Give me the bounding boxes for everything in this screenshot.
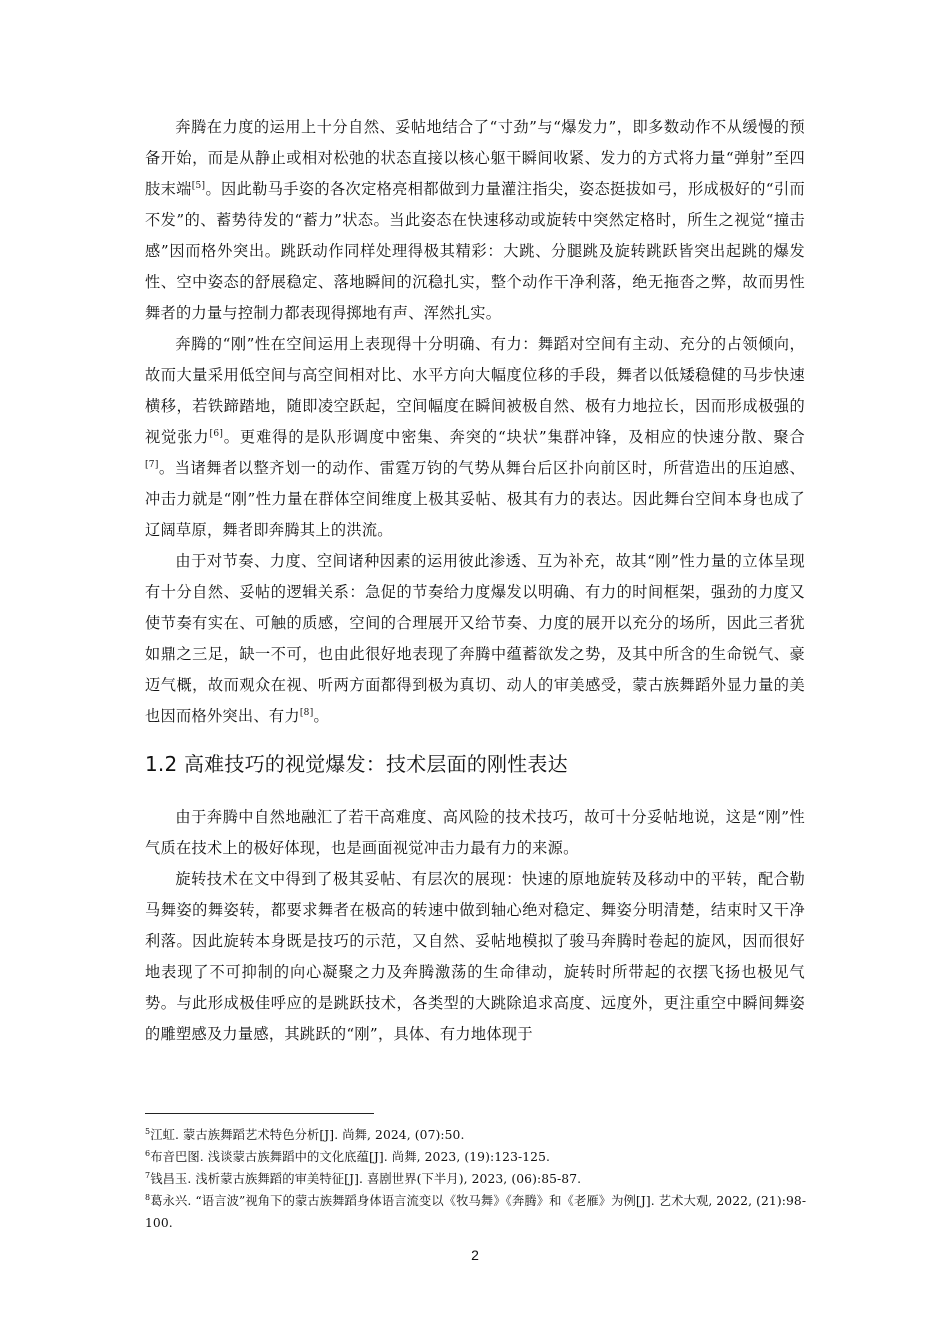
paragraph-text: 由于奔腾中自然地融汇了若干高难度、高风险的技术技巧，故可十分妥帖地说，这是“刚”性气质在技术上的极好体现，也是画面视觉冲击力最有力的来源。	[145, 808, 806, 857]
footnote-7	[145, 1168, 810, 1190]
footnote-5	[145, 1124, 810, 1146]
footnote-separator	[145, 1113, 374, 1114]
footnote-text: 江虹. 蒙古族舞蹈艺术特色分析[J]. 尚舞, 2024, (07):50.	[150, 1128, 465, 1142]
body-paragraph-2	[145, 329, 805, 546]
footnote-8	[145, 1190, 810, 1234]
paragraph-text: 。当诸舞者以整齐划一的动作、雷霆万钧的气势从舞台后区扑向前区时，所营造出的压迫感、冲击力就是“刚”性力量在群体空间维度上极其妥帖、极其有力的表达。因此舞台空间本身也成了辽阔草原，舞者即奔腾其上的洪流。	[145, 459, 805, 539]
page-number: 2	[471, 1247, 479, 1263]
paragraph-text: 奔腾在力度的运用上十分自然、妥帖地结合了“寸劲”与“爆发力”，即多数动作不从缓慢的预备开始，而是从静止或相对松弛的状态直接以核心躯干瞬间收紧、发力的方式将力量“弹射”至四肢末端	[145, 118, 805, 198]
footnote-mark: 8	[145, 1192, 151, 1202]
footnote-text: 布音巴图. 浅谈蒙古族舞蹈中的文化底蕴[J]. 尚舞, 2023, (19):123-125.	[150, 1150, 551, 1164]
citation-mark-7: [7]	[145, 459, 159, 470]
footnotes	[145, 1124, 810, 1234]
body-paragraph-1	[145, 112, 805, 329]
paragraph-text: 。	[313, 707, 330, 725]
section-heading: 1.2 高难技巧的视觉爆发：技术层面的刚性表达	[145, 752, 568, 776]
paragraph-text: 旋转技术在文中得到了极其妥帖、有层次的展现：快速的原地旋转及移动中的平转，配合勒马舞姿的舞姿转，都要求舞者在极高的转速中做到轴心绝对稳定、舞姿分明清楚，结束时又干净利落。因此旋转本身既是技巧的示范，又自然、妥帖地模拟了骏马奔腾时卷起的旋风，因而很好地表现了不可抑制的向心凝聚之力及奔腾激荡的生命律动，旋转时所带起的衣摆飞扬也极见气势。与此形成极佳呼应的是跳跃技术，各类型的大跳除追求高度、远度外，更注重空中瞬间舞姿的雕塑感及力量感，其跳跃的“刚”，具体、有力地体现于	[145, 870, 805, 1043]
body-paragraph-5	[145, 864, 805, 1050]
footnote-text: 钱昌玉. 浅析蒙古族舞蹈的审美特征[J]. 喜剧世界(下半月), 2023, (06):85-87.	[150, 1172, 582, 1186]
paragraph-text: 。更难得的是队形调度中密集、奔突的“块状”集群冲锋，及相应的快速分散、聚合	[223, 428, 805, 446]
citation-mark-5: [5]	[191, 180, 206, 191]
footnote-text: 葛永兴. “语言波”视角下的蒙古族舞蹈身体语言流变以《牧马舞》《奔腾》和《老雁》为例[J]. 艺术大观, 2022, (21):98-100.	[145, 1194, 807, 1230]
footnote-mark: 5	[145, 1126, 151, 1136]
paragraph-text: 奔腾的“刚”性在空间运用上表现得十分明确、有力：舞蹈对空间有主动、充分的占领倾向，故而大量采用低空间与高空间相对比、水平方向大幅度位移的手段，舞者以低矮稳健的马步快速横移，若铁蹄踏地，随即凌空跃起，空间幅度在瞬间被极自然、极有力地拉长，因而形成极强的视觉张力	[145, 335, 805, 446]
body-paragraph-3	[145, 546, 805, 732]
citation-mark-8: [8]	[299, 707, 314, 718]
footnote-mark: 6	[145, 1148, 151, 1158]
page-body	[145, 112, 805, 1050]
paragraph-text: 。因此勒马手姿的各次定格亮相都做到力量灌注指尖，姿态挺拔如弓，形成极好的“引而不发”的、蓄势待发的“蓄力”状态。当此姿态在快速移动或旋转中突然定格时，所生之视觉“撞击感”因而格外突出。跳跃动作同样处理得极其精彩：大跳、分腿跳及旋转跳跃皆突出起跳的爆发性、空中姿态的舒展稳定、落地瞬间的沉稳扎实，整个动作干净利落，绝无拖沓之弊，故而男性舞者的力量与控制力都表现得掷地有声、浑然扎实。	[145, 180, 805, 322]
footnote-mark: 7	[145, 1170, 151, 1180]
paragraph-text: 由于对节奏、力度、空间诸种因素的运用彼此渗透、互为补充，故其“刚”性力量的立体呈现有十分自然、妥帖的逻辑关系：急促的节奏给力度爆发以明确、有力的时间框架，强劲的力度又使节奏有实在、可触的质感，空间的合理展开又给节奏、力度的展开以充分的场所，因此三者犹如鼎之三足，缺一不可，也由此很好地表现了奔腾中蕴蓄欲发之势，及其中所含的生命锐气、豪迈气概，故而观众在视、听两方面都得到极为真切、动人的审美感受，蒙古族舞蹈外显力量的美也因而格外突出、有力	[145, 552, 805, 725]
citation-mark-6: [6]	[209, 428, 224, 439]
footnote-6	[145, 1146, 810, 1168]
body-paragraph-4	[145, 802, 805, 864]
